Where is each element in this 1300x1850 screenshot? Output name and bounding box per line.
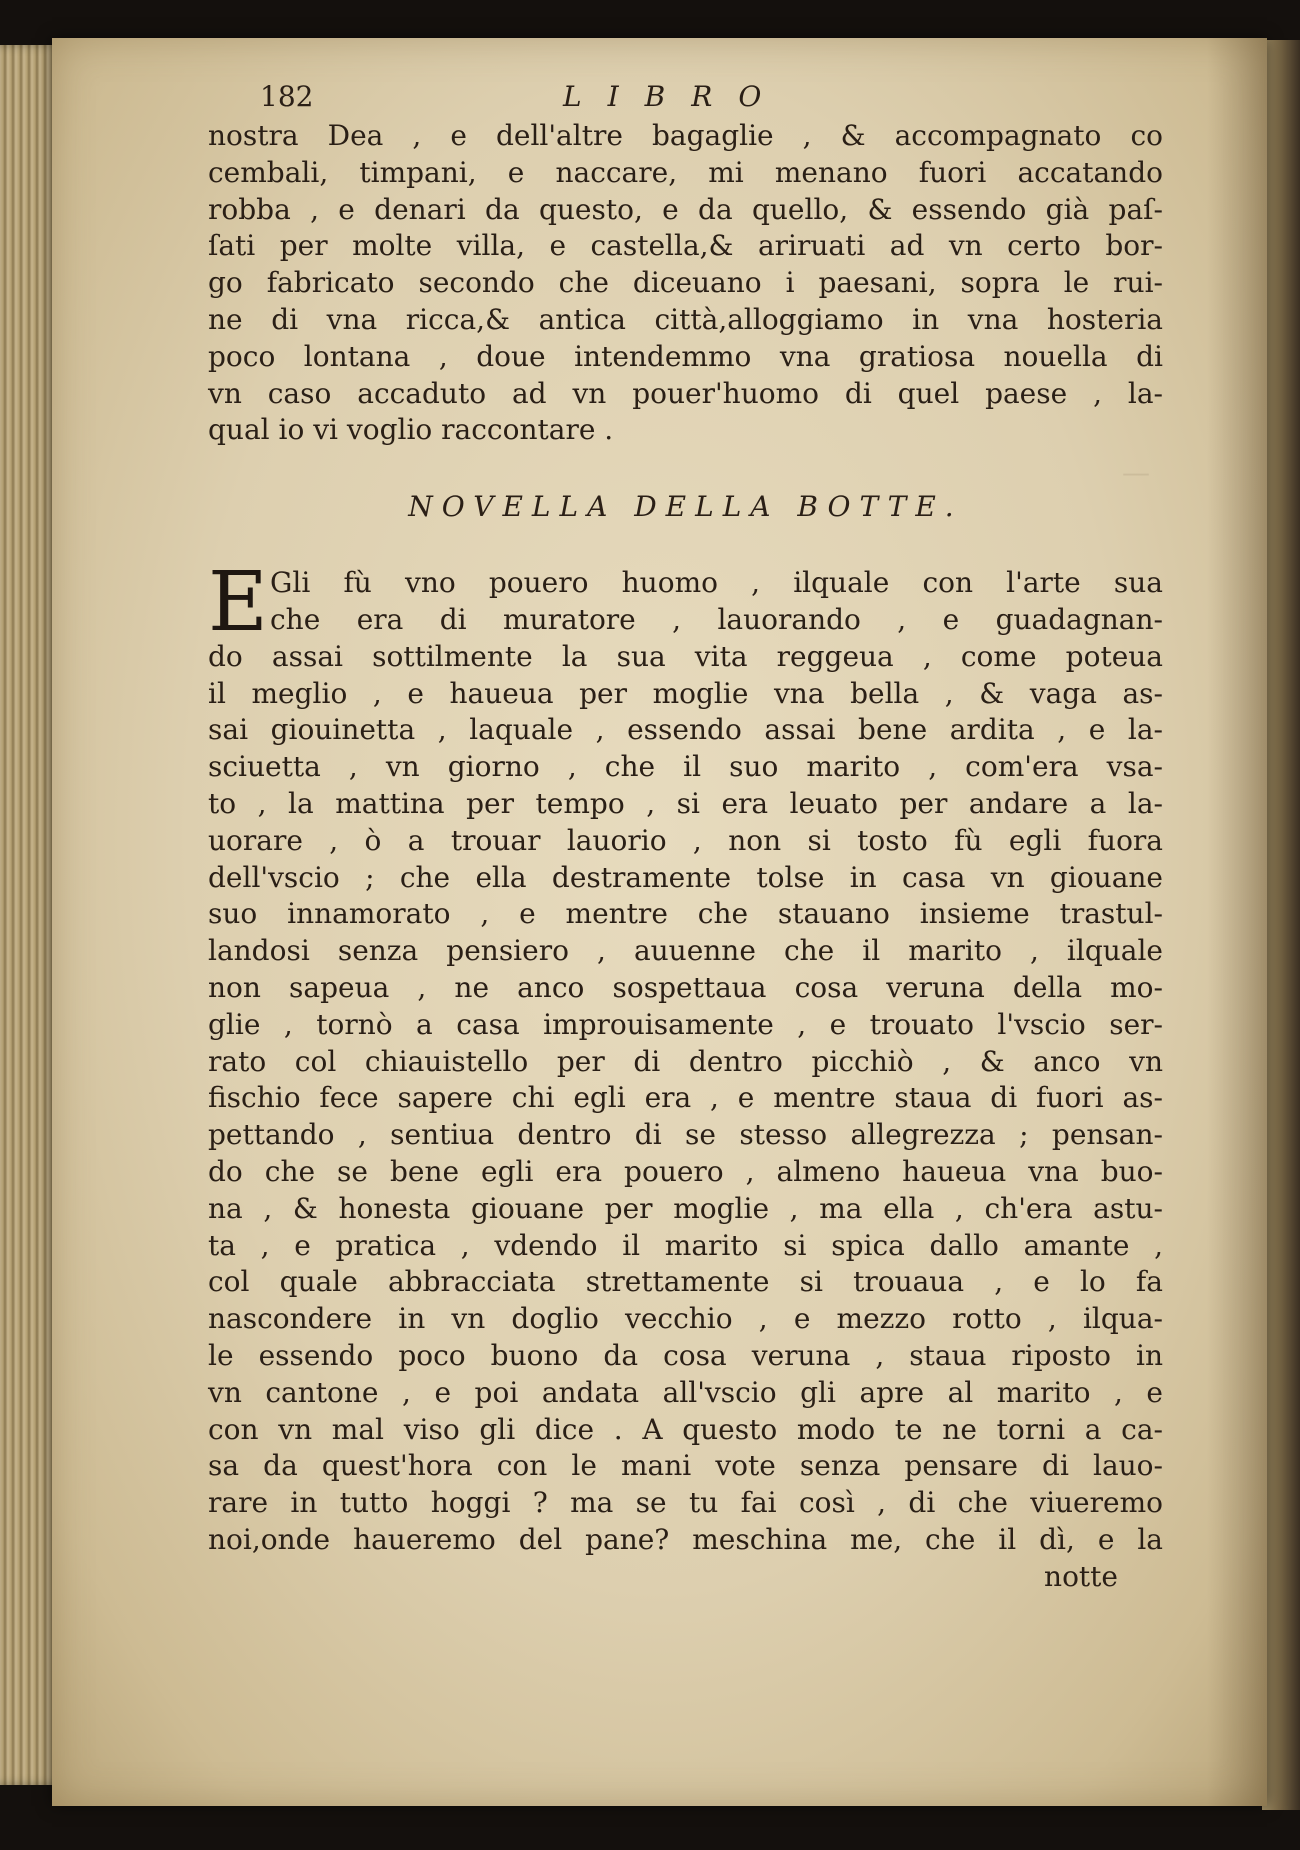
text-line: dell'vscio ; che ella destramente tolse in casa vn giouane	[208, 860, 1163, 894]
text-line: uorare , ò a trouar lauorio , non si tosto fù egli fuora	[208, 823, 1163, 857]
page-number: 182	[260, 80, 314, 113]
text-line: vn caso accaduto ad vn pouer'huomo di quel paese , la-	[208, 376, 1163, 410]
text-line: rare in tutto hoggi ? ma se tu fai così , di che viueremo	[208, 1486, 1163, 1520]
text-line: glie , tornò a casa improuisamente , e trouato l'vscio ser-	[208, 1007, 1163, 1041]
text-line: pettando , sentiua dentro di se stesso allegrezza ; pensan-	[208, 1118, 1163, 1152]
text-line: rato col chiauistello per di dentro picchiò , & anco vn	[208, 1044, 1163, 1078]
text-line: vn cantone , e poi andata all'vscio gli apre al marito , e	[208, 1375, 1163, 1409]
text-line: sai giouinetta , laquale , essendo assai bene ardita , e la-	[208, 713, 1163, 747]
page-header	[208, 80, 1163, 118]
drop-cap: E	[208, 555, 268, 651]
text-line: cembali, timpani, e naccare, mi menano fuori accatando	[208, 155, 1163, 189]
text-line: non sapeua , ne anco sospettaua cosa veruna della mo-	[208, 970, 1163, 1004]
book-binding-edge	[1262, 40, 1300, 1810]
intro-paragraph	[208, 118, 1163, 449]
text-line: to , la mattina per tempo , si era leuato per andare a la-	[208, 786, 1163, 820]
catchword: notte	[1044, 1559, 1118, 1593]
page-text-block	[208, 80, 1163, 1595]
text-line: robba , e denari da questo, e da quello, & essendo già paſ-	[208, 192, 1163, 226]
text-line: poco lontana , doue intendemmo vna gratiosa nouella di	[208, 339, 1163, 373]
novella-paragraph	[208, 555, 1163, 1559]
page-gutter-shadow	[1207, 38, 1267, 1806]
novella-title: NOVELLA DELLA BOTTE.	[408, 490, 963, 524]
text-line: con vn mal viso gli dice . A questo modo te ne torni a ca-	[208, 1412, 1163, 1446]
text-line: do assai sottilmente la sua vita reggeua , come poteua	[208, 639, 1163, 673]
text-line: suo innamorato , e mentre che stauano insieme trastul-	[208, 897, 1163, 931]
text-line: ta , e pratica , vdendo il marito si spica dallo amante ,	[208, 1228, 1163, 1262]
text-line: nascondere in vn doglio vecchio , e mezzo rotto , ilqua-	[208, 1302, 1163, 1336]
text-line: sciuetta , vn giorno , che il suo marito , com'era vsa-	[208, 750, 1163, 784]
running-head: LIBRO	[563, 80, 788, 113]
text-line: fischio fece sapere chi egli era , e mentre staua di fuori as-	[208, 1081, 1163, 1115]
text-line: na , & honesta giouane per moglie , ma ella , ch'era astu-	[208, 1191, 1163, 1225]
text-line: landosi senza pensiero , auuenne che il marito , ilquale	[208, 934, 1163, 968]
text-line: noi,onde haueremo del pane? meschina me, che il dì, e la	[208, 1522, 1163, 1556]
text-line: do che se bene egli era pouero , almeno haueua vna buo-	[208, 1154, 1163, 1188]
text-line: col quale abbracciata strettamente si trouaua , e lo fa	[208, 1265, 1163, 1299]
text-line: go fabricato secondo che diceuano i paesani, sopra le rui-	[208, 266, 1163, 300]
text-line: che era di muratore , lauorando , e guadagnan-	[270, 602, 1163, 636]
text-line: Gli fù vno pouero huomo , ilquale con l'arte sua	[270, 566, 1163, 600]
text-line: ne di vna ricca,& antica città,alloggiamo in vna hosteria	[208, 302, 1163, 336]
text-line: nostra Dea , e dell'altre bagaglie , & accompagnato co	[208, 119, 1163, 152]
text-line: il meglio , e haueua per moglie vna bella , & vaga as-	[208, 676, 1163, 710]
show-through-line: —	[1122, 456, 1150, 489]
text-line: le essendo poco buono da cosa veruna , staua riposto in	[208, 1338, 1163, 1372]
text-line: qual io vi voglio raccontare .	[208, 413, 614, 447]
text-line: sa da quest'hora con le mani vote senza pensare di lauo-	[208, 1449, 1163, 1483]
text-line: ſati per molte villa, e castella,& ariruati ad vn certo bor-	[208, 229, 1163, 263]
